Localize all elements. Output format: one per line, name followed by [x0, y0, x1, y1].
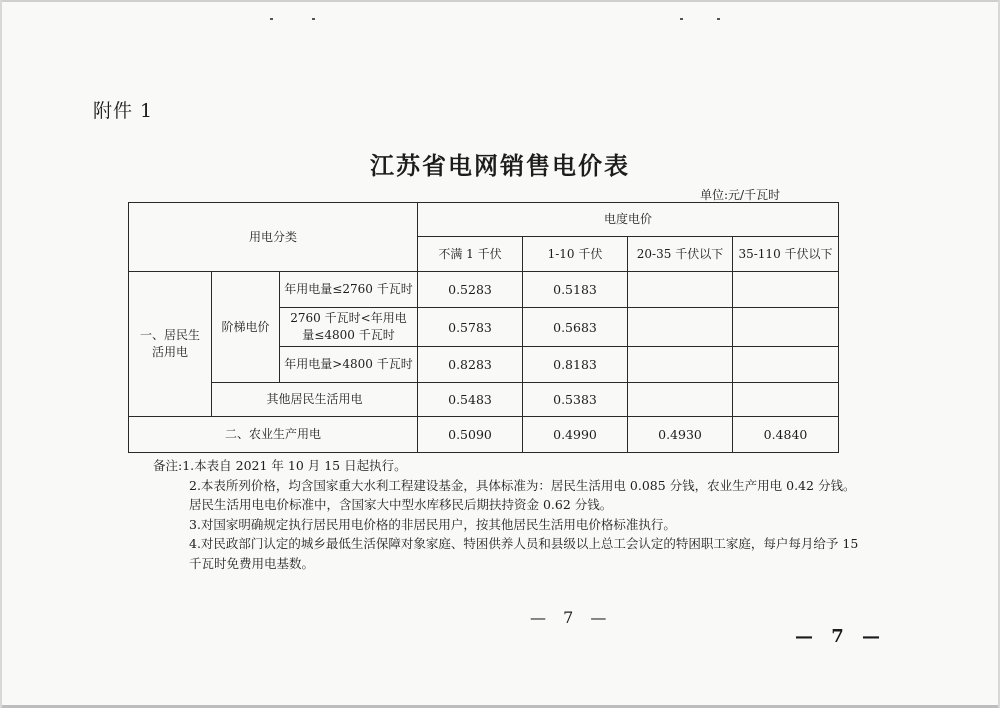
table-row [129, 417, 839, 453]
column-header: 不满 1 千伏 [418, 237, 523, 272]
price-cell [628, 272, 733, 308]
price-cell [628, 347, 733, 383]
unit-label: 单位:元/千瓦时 [700, 188, 781, 202]
document-title: 江苏省电网销售电价表 [370, 151, 630, 180]
price-cell: 0.5183 [523, 272, 628, 308]
column-header: 35-110 千伏以下 [733, 237, 839, 272]
scan-speck [312, 18, 315, 20]
scan-speck [270, 18, 273, 20]
price-header: 电度电价 [418, 203, 839, 237]
price-cell [733, 272, 839, 308]
note-item: 3.对国家明确规定执行居民用电价格的非居民用户，按其他居民生活用电价格标准执行。 [189, 516, 676, 532]
table-row [129, 383, 839, 417]
tier-label: 2760 千瓦时<年用电量≤4800 千瓦时 [280, 308, 418, 347]
attachment-label: 附件 1 [93, 100, 154, 122]
category-header: 用电分类 [129, 203, 418, 272]
notes-prefix: 备注: [153, 458, 183, 473]
price-cell: 0.4840 [733, 417, 839, 453]
price-cell: 0.4990 [523, 417, 628, 453]
tier-label: 年用电量>4800 千瓦时 [280, 347, 418, 383]
other-residential-label: 其他居民生活用电 [212, 383, 418, 417]
price-cell [733, 383, 839, 417]
price-cell [733, 308, 839, 347]
price-table [128, 202, 839, 453]
scan-speck [717, 18, 720, 20]
tiered-price-label: 阶梯电价 [212, 272, 280, 383]
price-cell: 0.5283 [418, 272, 523, 308]
price-cell [733, 347, 839, 383]
price-cell: 0.8183 [523, 347, 628, 383]
scan-edge-left [0, 0, 2, 708]
column-header: 20-35 千伏以下 [628, 237, 733, 272]
price-cell: 0.5090 [418, 417, 523, 453]
price-cell: 0.5383 [523, 383, 628, 417]
note-item: 备注:1.本表自 2021 年 10 月 15 日起执行。 [153, 458, 407, 473]
price-cell: 0.5483 [418, 383, 523, 417]
price-cell: 0.8283 [418, 347, 523, 383]
table-header-row [129, 203, 839, 237]
residential-category: 一、居民生活用电 [129, 272, 212, 417]
price-cell [628, 383, 733, 417]
note-item: 4.对民政部门认定的城乡最低生活保障对象家庭、特困供养人员和县级以上总工会认定的特困职工家庭，每户每月给予 15 千瓦时免费用电基数。 [189, 536, 859, 571]
price-cell: 0.5783 [418, 308, 523, 347]
scan-edge-top [0, 0, 1000, 2]
page-number: — 7 — [530, 608, 613, 627]
tier-label: 年用电量≤2760 千瓦时 [280, 272, 418, 308]
page-number-stamp: — 7 — [795, 626, 887, 647]
table-row [129, 272, 839, 308]
scan-speck [680, 18, 683, 20]
price-cell [628, 308, 733, 347]
note-item: 2.本表所列价格，均含国家重大水利工程建设基金，具体标准为：居民生活用电 0.085 分钱，农业生产用电 0.42 分钱。居民生活用电电价标准中，含国家大中型水库移民后期扶持资金 0.62 分钱。 [189, 477, 856, 512]
notes-section [153, 456, 863, 573]
agriculture-label: 二、农业生产用电 [129, 417, 418, 453]
price-cell: 0.4930 [628, 417, 733, 453]
price-cell: 0.5683 [523, 308, 628, 347]
column-header: 1-10 千伏 [523, 237, 628, 272]
